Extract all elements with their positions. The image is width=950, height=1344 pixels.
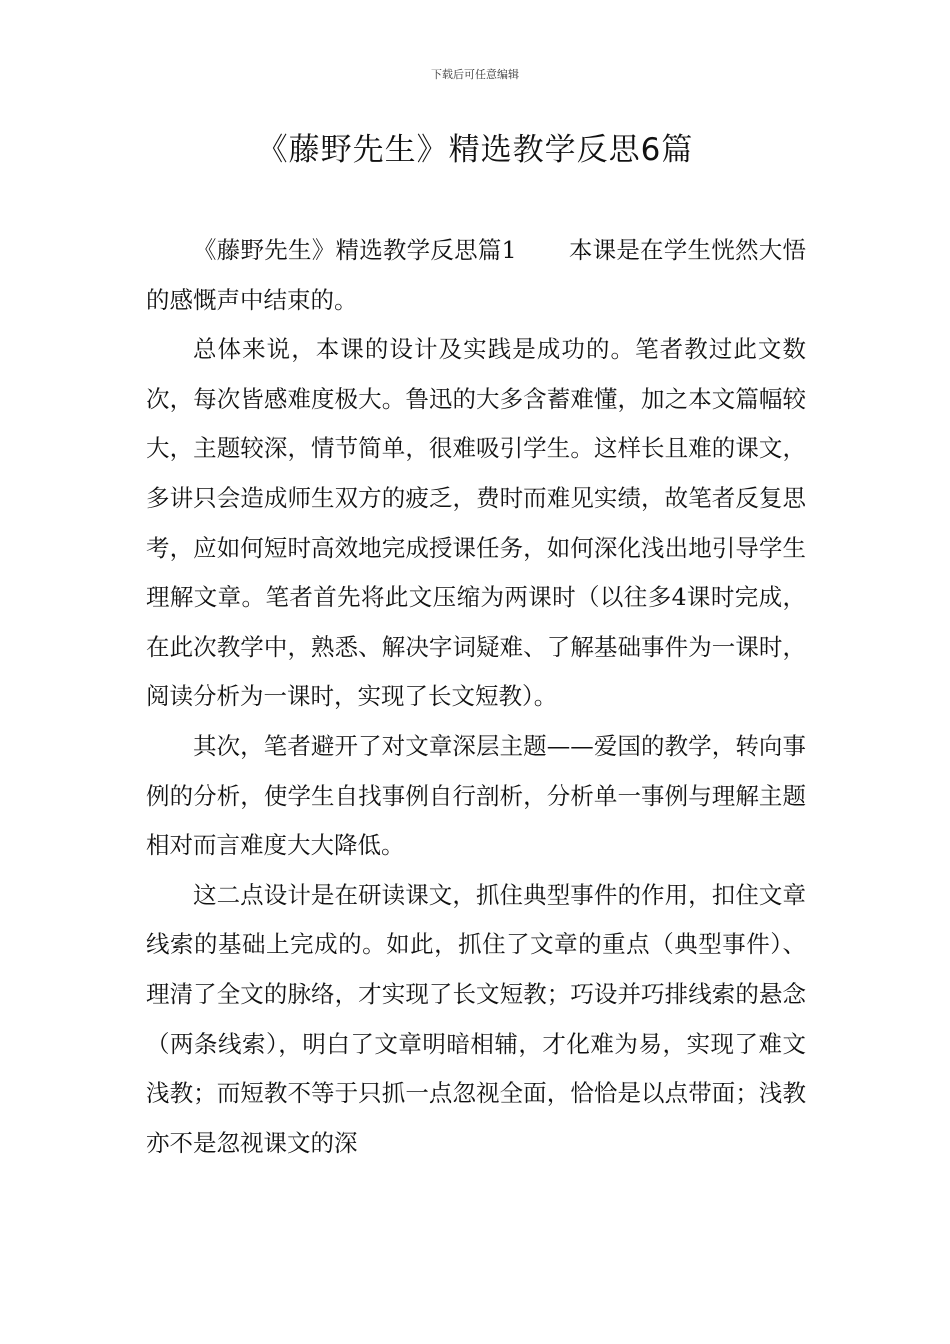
paragraph-1-text: 本课是在学生恍然大悟的感慨声中结束的。: [146, 236, 807, 314]
paragraph-2: 总体来说，本课的设计及实践是成功的。笔者教过此文数次，每次皆感难度极大。鲁迅的大多含蓄难懂，加之本文篇幅较大，主题较深，情节简单，很难吸引学生。这样长且难的课文，多讲只会造成师生双方的疲乏，费时而难见实绩，故笔者反复思考，应如何短时高效地完成授课任务，如何深化浅出地引导学生理解文章。笔者首先将此文压缩为两课时（以往多4课时完成，在此次教学中，熟悉、解决字词疑难、了解基础事件为一课时，阅读分析为一课时，实现了长文短教）。: [146, 335, 806, 711]
document-title: 《藤野先生》精选教学反思6篇: [256, 132, 694, 168]
section-heading: 《藤野先生》精选教学反思篇1: [193, 236, 517, 264]
document-body: [146, 226, 806, 1168]
paragraph-4: 这二点设计是在研读课文，抓住典型事件的作用，扣住文章线索的基础上完成的。如此，抓住了文章的重点（典型事件）、理清了全文的脉络，才实现了长文短教；巧设并巧排线索的悬念（两条线索），明白了文章明暗相辅，才化难为易，实现了难文浅教；而短教不等于只抓一点忽视全面，恰恰是以点带面；浅教亦不是忽视课文的深: [146, 880, 806, 1157]
paragraph-3: 其次，笔者避开了对文章深层主题——爱国的教学，转向事例的分析，使学生自找事例自行剖析，分析单一事例与理解主题相对而言难度大大降低。: [146, 731, 806, 860]
header-note: 下载后可任意编辑: [431, 68, 519, 81]
paragraph-1: [146, 226, 806, 325]
